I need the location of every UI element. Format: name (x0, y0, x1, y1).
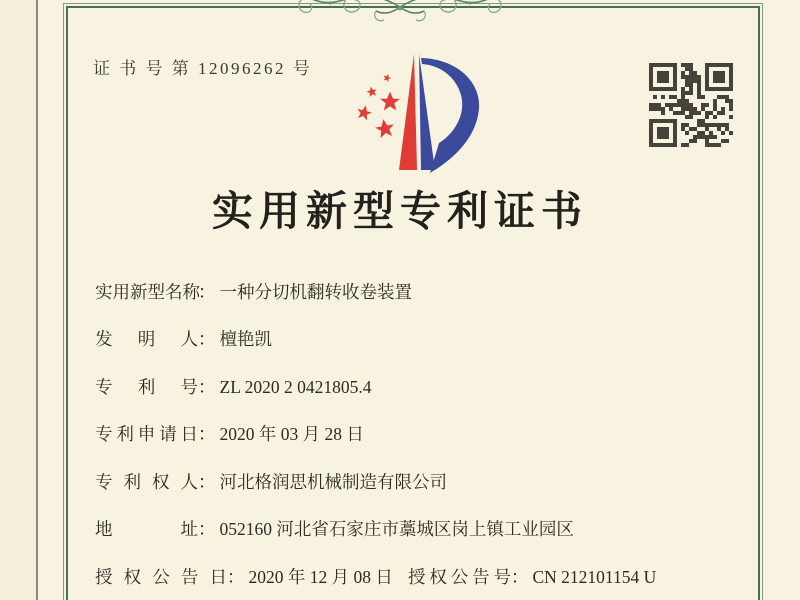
field-row-patentee (95, 469, 447, 495)
colon: ： (198, 329, 216, 349)
colon: ： (198, 519, 216, 539)
cnipa-logo-icon (342, 50, 484, 177)
paper-scan-edge (0, 0, 38, 600)
field-label: 授权公告号 (408, 567, 511, 587)
top-flourish-ornament (272, 0, 528, 27)
colon: ： (198, 472, 216, 492)
field-row-grant-date (95, 564, 657, 590)
field-value: 052160 河北省石家庄市藁城区岗上镇工业园区 (219, 519, 574, 539)
certificate-title: 实用新型专利证书 (212, 188, 588, 234)
colon: ： (198, 282, 216, 302)
field-value: CN 212101154 U (532, 567, 657, 587)
field-value: ZL 2020 2 0421805.4 (219, 377, 372, 397)
field-row-name (95, 279, 412, 305)
field-value: 一种分切机翻转收卷装置 (219, 282, 412, 302)
colon: ： (198, 377, 216, 397)
field-row-inventor (95, 326, 272, 352)
field-value: 2020 年 03 月 28 日 (219, 424, 364, 444)
qr-code (649, 63, 733, 147)
field-value: 2020 年 12 月 08 日 (248, 567, 393, 587)
colon: ： (198, 424, 216, 444)
field-label: 专利号 (95, 377, 198, 397)
field-value: 檀艳凯 (219, 329, 272, 349)
field-row-address (95, 516, 574, 542)
field-label: 地址 (95, 519, 198, 539)
field-label: 发明人 (95, 329, 198, 349)
field-row-filing-date (95, 421, 364, 447)
field-label: 授权公告日 (95, 567, 227, 587)
certificate-number: 证 书 号 第 12096262 号 (93, 59, 313, 78)
field-row-patent-number (95, 374, 371, 400)
field-label: 专利申请日 (95, 424, 198, 444)
field-grant-publication-number (408, 564, 656, 590)
field-value: 河北格润思机械制造有限公司 (219, 472, 447, 492)
field-label: 实用新型名称 (95, 282, 200, 302)
colon: ： (227, 567, 245, 587)
logo-stars (355, 73, 400, 139)
colon: ： (511, 567, 529, 587)
field-label: 专利权人 (95, 472, 198, 492)
